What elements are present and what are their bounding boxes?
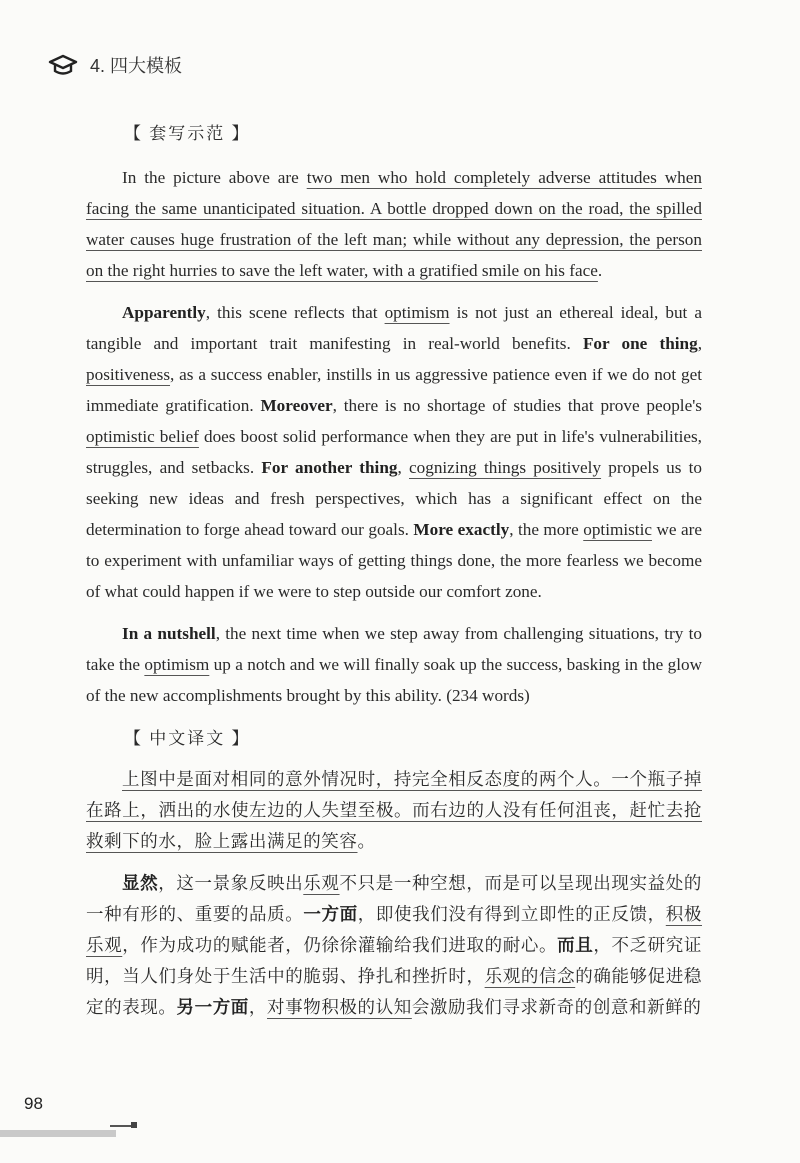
bold-transition: Moreover bbox=[260, 396, 333, 415]
text-run: , this scene reflects that bbox=[205, 303, 385, 322]
text-run: , as a success enabler, instills in us aggressive patience even if we do not get immediate gratification. bbox=[86, 365, 702, 415]
underlined-phrase: positiveness bbox=[86, 365, 171, 384]
underlined-phrase: 乐观 bbox=[303, 874, 340, 894]
bold-transition: For another thing bbox=[261, 458, 398, 477]
text-run: , the more bbox=[509, 520, 584, 539]
essay-paragraph bbox=[86, 297, 702, 607]
underlined-phrase: optimistic bbox=[583, 520, 652, 539]
translation-paragraph bbox=[86, 765, 702, 858]
underlined-phrase: cognizing things positively bbox=[409, 458, 602, 477]
chinese-translation bbox=[86, 765, 702, 1024]
footer-decoration-dot bbox=[131, 1122, 137, 1128]
graduation-cap-icon bbox=[48, 53, 78, 77]
translation-paragraph bbox=[86, 869, 702, 1024]
text-run: In the picture above are bbox=[122, 168, 307, 187]
underlined-phrase: 对事物积极的认知 bbox=[267, 998, 412, 1018]
sample-section-title: 【 套写示范 】 bbox=[124, 124, 251, 143]
underlined-phrase: 上图中是面对相同的意外情况时，持完全相反态度的两个人。一个瓶子掉在路上，洒出的水使左边的人失望至极。而右边的人没有任何沮丧，赶忙去抢救剩下的水，脸上露出满足的笑容 bbox=[86, 770, 702, 852]
text-run: propels us to seeking new ideas and fresh perspectives, which has a significant effect on the determination to forge ahead toward our goals. bbox=[86, 458, 703, 539]
text-run: up a notch and we will finally soak up the success, basking in the glow of the new accomplishments brought by this ability. (234 words) bbox=[86, 655, 702, 705]
text-run: ，这一景象反映出 bbox=[158, 874, 304, 894]
bold-transition: 一方面 bbox=[303, 905, 358, 925]
footer-decoration-bar bbox=[0, 1130, 116, 1137]
bold-transition: In a nutshell bbox=[122, 624, 216, 643]
underlined-phrase: optimistic belief bbox=[86, 427, 199, 446]
page-number: 98 bbox=[24, 1094, 43, 1113]
text-run: , the next time when we step away from challenging situations, try to take the bbox=[86, 624, 703, 674]
text-run: 会激励我们寻求新奇的创意和新鲜的 bbox=[411, 998, 702, 1018]
text-run: , bbox=[397, 458, 409, 477]
text-run: ，作为成功的赋能者，仍徐徐灌输给我们进取的耐心。 bbox=[122, 936, 558, 956]
text-run: 不只是一种空想，而是可以呈现出现实益处的一种有形的、重要的品质。 bbox=[86, 874, 703, 925]
bold-transition: More exactly bbox=[413, 520, 510, 539]
text-run: . bbox=[597, 261, 603, 280]
footer-decoration-line bbox=[110, 1125, 132, 1127]
english-essay bbox=[86, 162, 702, 711]
text-run: ，即使我们没有得到立即性的正反馈， bbox=[357, 905, 666, 925]
text-run: 的确能够促进稳定的表现。 bbox=[86, 967, 703, 1018]
text-run: , bbox=[697, 334, 702, 353]
underlined-phrase: 乐观的信念 bbox=[484, 967, 576, 987]
underlined-phrase: 积极乐观 bbox=[86, 905, 702, 956]
page-content bbox=[86, 110, 702, 1024]
text-run: 。 bbox=[357, 832, 376, 852]
text-run: does boost solid performance when they are put in life's vulnerabilities, struggles, and setbacks. bbox=[86, 427, 702, 477]
text-run: we are to experiment with unfamiliar ways of getting things done, the more fearless we become of what could happen if we were to step outside our comfort zone. bbox=[86, 520, 702, 601]
underlined-phrase: two men who hold completely adverse attitudes when facing the same unanticipated situation. A bottle dropped down on the road, the spilled water causes huge frustration of the left man; while without any depression, the person on the right hurries to save the left water, with a gratified smile on his face bbox=[86, 168, 702, 280]
bold-transition: 另一方面 bbox=[176, 998, 249, 1018]
page-header bbox=[48, 52, 182, 78]
bold-transition: For one thing bbox=[582, 334, 698, 353]
text-run: ，不乏研究证明，当人们身处于生活中的脆弱、挣扎和挫折时， bbox=[86, 936, 703, 987]
essay-paragraph bbox=[86, 618, 702, 711]
chapter-title: 4. 四大模板 bbox=[90, 56, 183, 76]
text-run: is not just an ethereal ideal, but a tangible and important trait manifesting in real-world benefits. bbox=[86, 303, 702, 353]
bold-transition: 显然 bbox=[122, 874, 159, 894]
essay-paragraph bbox=[86, 162, 702, 286]
bold-transition: Apparently bbox=[122, 303, 206, 322]
text-run: , there is no shortage of studies that prove people's bbox=[332, 396, 702, 415]
bold-transition: 而且 bbox=[557, 936, 594, 956]
underlined-phrase: optimism bbox=[384, 303, 450, 322]
underlined-phrase: optimism bbox=[144, 655, 210, 674]
text-run: ， bbox=[248, 998, 268, 1018]
translation-section-title: 【 中文译文 】 bbox=[124, 729, 251, 748]
